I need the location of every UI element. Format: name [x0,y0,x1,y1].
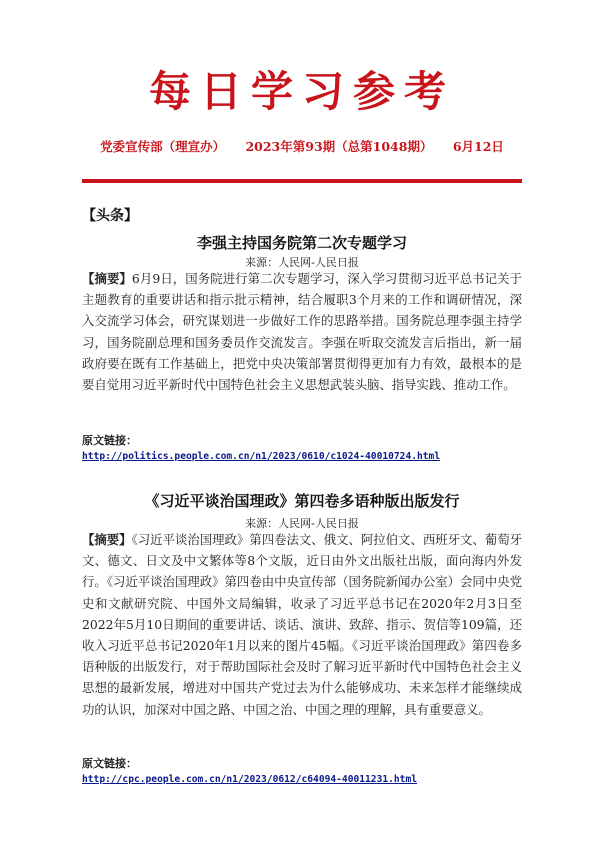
summary-label: 【摘要】 [82,271,132,286]
source-link-label: 原文链接： [82,757,137,770]
article-summary [82,268,522,395]
summary-text: 《习近平谈治国理政》第四卷法文、俄文、阿拉伯文、西班牙文、葡萄牙文、德文、日文及中文繁体等8个文版，近日由外文出版社出版，面向海内外发行。《习近平谈治国理政》第四卷由中央宣传部（国务院新闻办公室）会同中央党史和文献研究院、中国外文局编辑，收录了习近平总书记在2020年2月3日至2022年5月10日期间的重要讲话、谈话、演讲、致辞、指示、贺信等109篇，还收入习近平总书记2020年1月以来的图片45幅。《习近平谈治国理政》第四卷多语种版的出版发行，对于帮助国际社会及时了解习近平新时代中国特色社会主义思想的最新发展，增进对中国共产党过去为什么能够成功、未来怎样才能继续成功的认识，加深对中国之路、中国之治、中国之理的理解，具有重要意义。 [82,532,522,717]
article-summary [82,529,522,720]
masthead-divider [82,179,522,183]
source-link[interactable]: http://cpc.people.com.cn/n1/2023/0612/c64094-40011231.html [82,774,418,785]
section-tag: 【头条】 [82,208,138,224]
issue-date: 6月12日 [452,139,504,154]
department-label: 党委宣传部（理宣办） [100,139,226,154]
article-title: 李强主持国务院第二次专题学习 [196,234,407,252]
article-title: 《习近平谈治国理政》第四卷多语种版出版发行 [144,492,460,510]
article-source: 来源：人民网-人民日报 [245,256,359,269]
summary-text: 6月9日，国务院进行第二次专题学习，深入学习贯彻习近平总书记关于主题教育的重要讲话和指示批示精神，结合履职3个月来的工作和调研情况，深入交流学习体会，研究谋划进一步做好工作的思路举措。国务院总理李强主持学习，国务院副总理和国务委员作交流发言。李强在听取交流发言后指出，新一届政府要在既有工作基础上，把党中央决策部署贯彻得更加有力有效，最根本的是要自觉用习近平新时代中国特色社会主义思想武装头脑、指导实践、推动工作。 [82,271,522,393]
summary-label: 【摘要】 [82,532,132,547]
masthead-title: 每日学习参考 [148,67,455,116]
source-link-label: 原文链接： [82,434,137,447]
issue-number: 2023年第93期（总第1048期） [245,139,433,154]
article-source: 来源：人民网-人民日报 [245,517,359,530]
source-link[interactable]: http://politics.people.com.cn/n1/2023/0610/c1024-40010724.html [82,451,441,462]
masthead-info [0,137,604,155]
